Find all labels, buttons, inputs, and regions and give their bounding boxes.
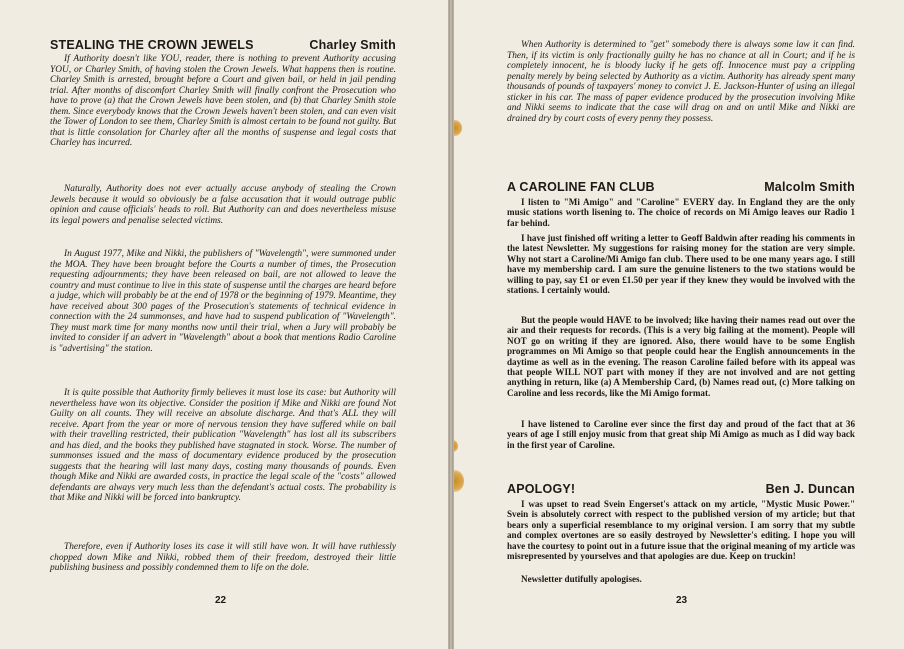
fan-club-paragraph: I have listened to Caroline ever since the first day and proud of the fact that at 36 years of age I still enjoy music from that great ship Mi Amigo as much as I did way back in the first year of Caroline. <box>507 419 855 450</box>
apology-title: APOLOGY! <box>507 482 576 496</box>
article-paragraph: If Authority doesn't like YOU, reader, there is nothing to prevent Authority accusing YOU, or Charley Smith, of having stolen the Crown Jewels. What happens then is routine. Charley Smith is arrested, brought before a Court and given bail, or held in jail pending trial. After months of discomfort Charley Smith will finally confront the Prosecution who have to prove (a) that the Crown Jewels have been stolen, and (b) that Charley Smith stole them. Since everybody knows that the Crown Jewels haven't been stolen, and can even visit the Tower of London to see them, Charley Smith is almost certain to be found not guilty. But that is little consolation for Charley after all the months of suspense and legal costs that Charley has incurred. <box>50 54 396 148</box>
fan-club-paragraph: I listen to "Mi Amigo" and "Caroline" EVERY day. In England they are the only music stations worth lisening to. The choice of records on Mi Amigo leaves our Radio 1 far behind. <box>507 197 855 228</box>
left-page <box>0 0 449 649</box>
apology-paragraph: I was upset to read Svein Engerset's attack on my article, "Mystic Music Power." Svein is absolutely correct with respect to the published version of my article; but that bears only a superficial resemblance to my original version. I am sorry that my subtle and complex overtones are so easily destroyed by Newsletter's editing. I hope you will have the courtesy to point out in a future issue that the original meaning of my article was misrepresented by yourselves and that apologies are due. Keep on truckin! <box>507 499 855 562</box>
rust-stain <box>453 120 462 136</box>
article-author: Charley Smith <box>309 38 396 52</box>
apology-author: Ben J. Duncan <box>765 482 855 496</box>
article-paragraph: Therefore, even if Authority loses its case it will still have won. It will have ruthlessly chopped down Mike and Nikki, robbed them of their freedom, destroyed their little publishing business and possibly condemned them to life on the dole. <box>50 542 396 573</box>
article-paragraph: In August 1977, Mike and Nikki, the publishers of "Wavelength", were summoned under the MOA. They have been brought before the Courts a number of times, the Prosecution requesting adjournments; they have been released on bail, are not allowed to leave the country and must continue to live in this state of suspense until the charges are heard before a judge, which will probably be at the end of 1978 or the beginning of 1979. Meantime, they have received about 300 pages of the Prosecution's statements of technical evidence in connection with the 24 summonses, and have had to suspend publication of "Wavelength". They must mark time for many months now until their trial, when a Jury will probably be invited to consider if an advert in "Wavelength" about a book that mentions Radio Caroline is "advertising" the station. <box>50 249 396 354</box>
article-title: STEALING THE CROWN JEWELS <box>50 38 254 52</box>
article-paragraph: Naturally, Authority does not ever actually accuse anybody of stealing the Crown Jewels because it would so obviously be a false accusation that it would outrage public opinion and cause officials' heads to roll. But Authority can and does nevertheless misuse its legal powers and penalise selected victims. <box>50 184 396 226</box>
page-number: 22 <box>215 595 227 606</box>
rust-stain <box>453 440 458 452</box>
right-page <box>453 0 904 649</box>
article-heading <box>50 38 396 52</box>
rust-stain <box>453 470 464 492</box>
fan-club-paragraph: But the people would HAVE to be involved; like having their names read out over the air and their requests for records. (This is a very big failing at the moment). People will NOT go on writing if they are ignored. Also, there would have to be some English programmes on Mi Amigo so that people could hear the English announcements in the daytime as well as in the evening. The reason Caroline failed before with its appeal was that people WILL NOT part with money if they are not involved and are not getting anything in return, like (a) A Membership Card, (b) Names read out, (c) More talking on Caroline and less records, like the Mi Amigo format. <box>507 315 855 398</box>
fan-club-title: A CAROLINE FAN CLUB <box>507 180 655 194</box>
apology-paragraph: Newsletter dutifully apologises. <box>521 574 642 584</box>
page-number: 23 <box>676 595 688 606</box>
fan-club-paragraph: I have just finished off writing a letter to Geoff Baldwin after reading his comments in the latest Newsletter. My suggestions for raising money for the station are very simple. Why not start a Caroline/Mi Amigo fan club. There used to be one many years ago. I still have my membership card. I am sure the genuine listeners to the two stations would be willing to pay, say £1 or even £1.50 per year if they knew they would be involved with the stations. I certainly would. <box>507 233 855 296</box>
continuation-paragraph: When Authority is determined to "get" somebody there is always some law it can find. Then, if its victim is only fractionally guilty he has no chance at all in Court; and if he is completely innocent, he is bloody lucky if he gets off. Innocence must pay a crippling penalty merely by being selected by Authority as a victim. Authority has already spent many thousands of pounds of taxpayers' money to convict J. E. Jackson-Hunter of using an illegal sticker in his car. The mass of paper evidence produced by the prosecution involving Mike and Nikki seems to indicate that the case will drag on and on until Mike and Nikki are drained dry by court costs of every penny they possess. <box>507 40 855 124</box>
fan-club-author: Malcolm Smith <box>764 180 855 194</box>
article-paragraph: It is quite possible that Authority firmly believes it must lose its case: but Authority will nevertheless have won its objective. Consider the position if Mike and Nikki are found Not Guilty on all counts. They will receive an absolute discharge. And that's ALL they will receive. Apart from the year or more of nervous tension they have suffered while on bail with their travelling restricted, their publication "Wavelength" has lost all its subscribers and has died, and the books they published have stagnated in stock. Worse. The number of summonses issued and the mass of documentary evidence produced by the prosecution suggests that the hearing will last many days, costing many thousands of pounds. Even though Mike and Nikki are awarded costs, in practice the legal scale of the "costs" allowed defendants are always very much less than the defendant's actual costs. The probability is that Mike and Nikki will be forced into bankruptcy. <box>50 388 396 503</box>
fan-club-heading <box>507 180 855 194</box>
apology-heading <box>507 482 855 496</box>
